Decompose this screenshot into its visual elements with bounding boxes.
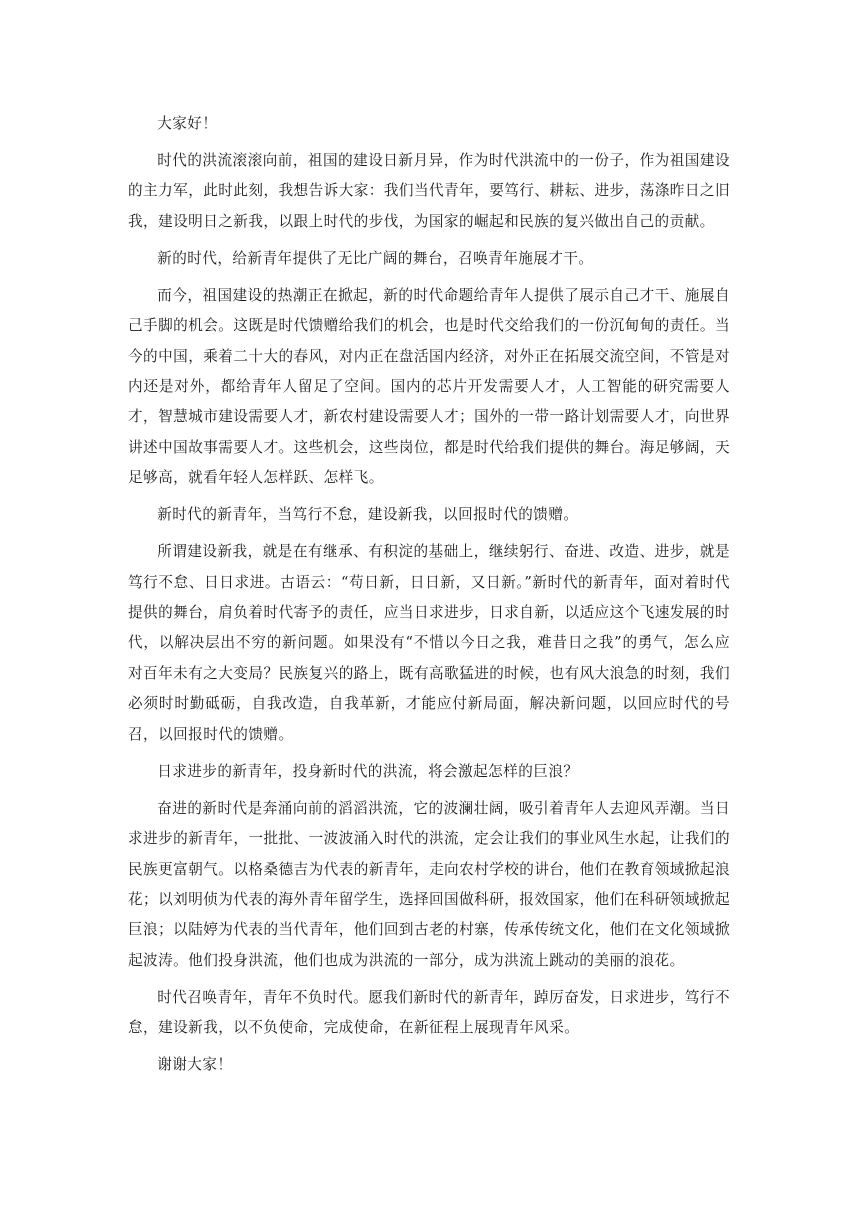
body-paragraph: 而今，祖国建设的热潮正在掀起，新的时代命题给青年人提供了展示自己才干、施展自己手脚的机会。这既是时代馈赠给我们的机会，也是时代交给我们的一份沉甸甸的责任。当今的中国，乘着二十大的春风，对内正在盘活国内经济，对外正在拓展交流空间，不管是对内还是对外，都给青年人留足了空间。国内的芯片开发需要人才，人工智能的研究需要人才，智慧城市建设需要人才，新农村建设需要人才；国外的一带一路计划需要人才，向世界讲述中国故事需要人才。这些机会，这些岗位，都是时代给我们提供的舞台。海足够阔，天足够高，就看年轻人怎样跃、怎样飞。 [128,286,730,487]
body-paragraph: 时代的洪流滚滚向前，祖国的建设日新月异，作为时代洪流中的一份子，作为祖国建设的主力军，此时此刻，我想告诉大家：我们当代青年，要笃行、耕耘、进步，荡涤昨日之旧我，建设明日之新我，以跟上时代的步伐，为国家的崛起和民族的复兴做出自己的贡献。 [128,152,730,230]
body-paragraph: 日求进步的新青年，投身新时代的洪流，将会激起怎样的巨浪？ [157,762,579,780]
body-paragraph: 所谓建设新我，就是在有继承、有积淀的基础上，继续躬行、奋进、改造、进步，就是笃行不怠、日日求进。古语云：“苟日新，日日新，又日新。”新时代的新青年，面对着时代提供的舞台，肩负着时代寄予的责任，应当日求进步，日求自新，以适应这个飞速发展的时代，以解决层出不穷的新问题。如果没有“不惜以今日之我，难昔日之我”的勇气，怎么应对百年未有之大变局？民族复兴的路上，既有高歌猛进的时候，也有风大浪急的时刻，我们必须时时勤砥砺，自我改造，自我革新，才能应付新局面，解决新问题，以回应时代的号召，以回报时代的馈赠。 [128,543,730,743]
body-paragraph: 奋进的新时代是奔涌向前的滔滔洪流，它的波澜壮阔，吸引着青年人去迎风弄潮。当日求进步的新青年，一批批、一波波涌入时代的洪流，定会让我们的事业风生水起，让我们的民族更富朝气。以格桑德吉为代表的新青年，走向农村学校的讲台，他们在教育领域掀起浪花；以刘明侦为代表的海外青年留学生，选择回国做科研，报效国家，他们在科研领域掀起巨浪；以陆婷为代表的当代青年，他们回到古老的村寨，传承传统文化，他们在文化领域掀起波涛。他们投身洪流，他们也成为洪流的一部分，成为洪流上跳动的美丽的浪花。 [128,799,730,969]
greeting-paragraph: 大家好！ [157,115,218,132]
body-paragraph: 新时代的新青年，当笃行不怠，建设新我，以回报时代的馈赠。 [157,506,579,524]
body-paragraph: 新的时代，给新青年提供了无比广阔的舞台，召唤青年施展才干。 [157,249,594,267]
body-paragraph: 时代召唤青年，青年不负时代。愿我们新时代的新青年，踔厉奋发，日求进步，笃行不怠，建设新我，以不负使命，完成使命，在新征程上展现青年风采。 [128,988,730,1037]
closing-paragraph: 谢谢大家！ [157,1056,233,1074]
speech-body [128,109,730,1087]
